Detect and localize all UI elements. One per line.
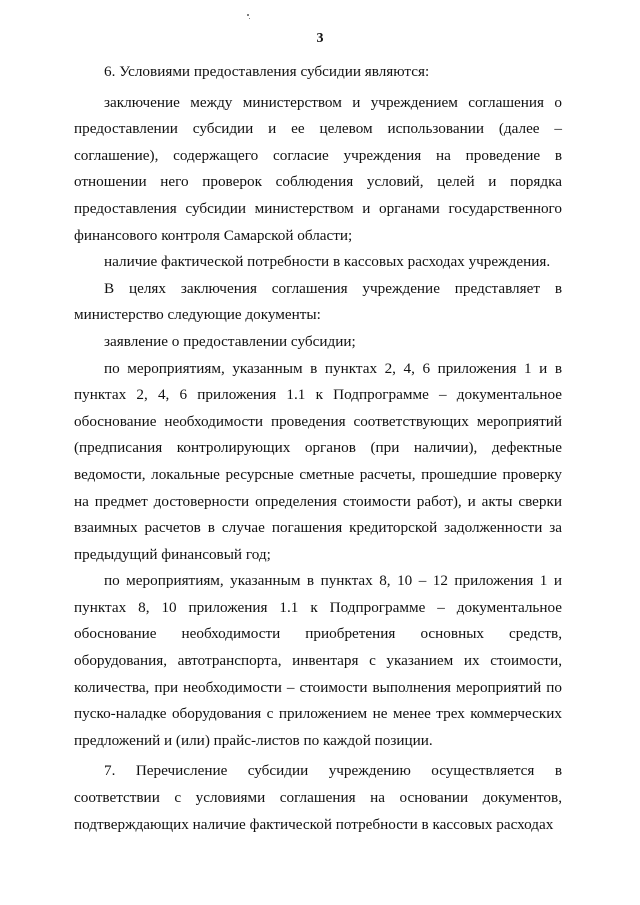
scan-speck [249,18,250,19]
paragraph-actual-need-condition: наличие фактической потребности в кассовых расходах учреждения. [104,253,551,271]
page-number: 3 [316,31,324,46]
paragraph-documents-intro: В целях заключения соглашения учреждение представляет в министерство следующие документы: [74,279,562,324]
paragraph-agreement-condition: заключение между министерством и учреждением соглашения о предоставлении субсидии и ее целевом использовании (далее – соглашение), содержащего согласие учреждения на проведение в отношении него проверок соблюдения условий, целей и порядка предоставления субсидии министерством и органами государственного финансового контроля Самарской области; [74,93,562,244]
scan-speck [247,14,249,16]
paragraph-transfer-subsidy: 7. Перечисление субсидии учреждению осуществляется в соответствии с условиями соглашения на основании документов, подтверждающих наличие фактической потребности в кассовых расходах [74,762,562,833]
paragraph-application: заявление о предоставлении субсидии; [104,332,356,350]
paragraph-measures-2-4-6: по мероприятиям, указанным в пунктах 2, 4, 6 приложения 1 и в пунктах 2, 4, 6 приложения 1.1 к Подпрограмме – документальное обоснование необходимости проведения соответствующих мероприятий (предписания контролирующих органов (при наличии), дефектные ведомости, локальные ресурсные сметные расчеты, прошедшие проверку на предмет достоверности определения стоимости работ), и акты сверки взаимных расчетов в случае погашения кредиторской задолженности за предыдущий финансовый год; [74,359,562,563]
paragraph-conditions-heading: 6. Условиями предоставления субсидии являются: [104,63,430,80]
paragraph-measures-8-10-12: по мероприятиям, указанным в пунктах 8, 10 – 12 приложения 1 и пунктах 8, 10 приложения 1.1 к Подпрограмме – документальное обоснование необходимости приобретения основных средств, оборудования, автотранспорта, инвентаря с указанием их стоимости, количества, при необходимости – стоимости выполнения мероприятий по пуско-наладке оборудования с приложением не менее трех коммерческих предложений и (или) прайс-листов по каждой позиции. [74,572,562,749]
document-body [74,59,562,838]
